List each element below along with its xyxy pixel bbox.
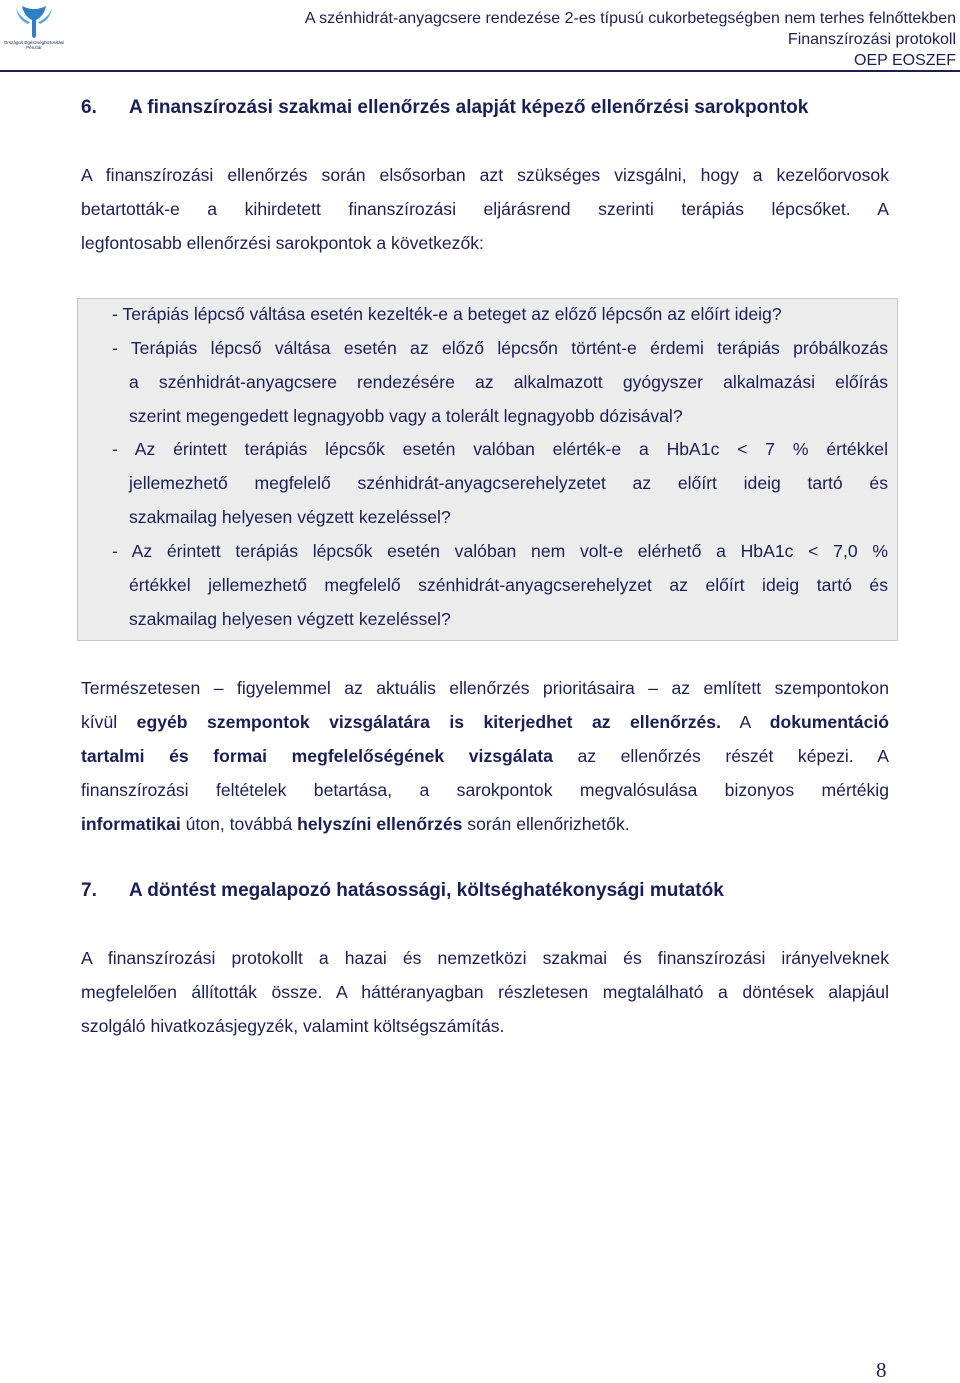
section-6-number: 6. xyxy=(81,97,97,118)
section-6-intro-line-1: A finanszírozási ellenőrzés során elsősorban azt szükséges vizsgálni, hogy a kezelőorvosok xyxy=(81,165,889,185)
section-6-para-2-line-3 xyxy=(81,740,889,774)
checkpoint-4-line-3: szakmailag helyesen végzett kezeléssel? xyxy=(129,608,451,629)
section-6-intro-line-3: legfontosabb ellenőrzési sarokpontok a következők: xyxy=(81,233,484,253)
text-run: kívül xyxy=(81,712,137,732)
section-7-line-3: szolgáló hivatkozásjegyzék, valamint költségszámítás. xyxy=(81,1016,505,1036)
section-6-intro-line-2: betartották-e a kihirdetett finanszírozási eljárásrend szerinti terápiás lépcsőket. A xyxy=(81,199,889,219)
text-run: során ellenőrizhetők. xyxy=(462,814,630,834)
checkpoint-item-3 xyxy=(112,433,888,534)
oep-logo-icon xyxy=(2,2,66,62)
bold-run: informatikai xyxy=(81,814,181,834)
section-6-para-2-line-1: Természetesen – figyelemmel az aktuális ellenőrzés prioritásaira – az említett szempontokon xyxy=(81,678,889,698)
running-header xyxy=(305,8,956,71)
checkpoint-2-line-2: a szénhidrát-anyagcsere rendezésére az alkalmazott gyógyszer alkalmazási előírás xyxy=(129,371,888,392)
header-organization: OEP EOSZEF xyxy=(854,52,956,69)
header-protocol-label: Finanszírozási protokoll xyxy=(787,31,956,48)
page-header xyxy=(0,0,960,72)
bold-run: helyszíni ellenőrzés xyxy=(297,814,463,834)
checkpoint-item-4 xyxy=(112,535,888,636)
text-run: úton, továbbá xyxy=(180,814,298,834)
section-7-title: A döntést megalapozó hatásossági, költséghatékonysági mutatók xyxy=(129,880,724,901)
checkpoint-item-2 xyxy=(112,332,888,433)
section-6-para-2-line-2 xyxy=(81,706,889,740)
page-number: 8 xyxy=(876,1358,887,1382)
logo-text: Országos Egészségbiztosítási Pénztár xyxy=(3,40,65,50)
bold-run: egyéb szempontok vizsgálatára is kiterjedhet az ellenőrzés. xyxy=(136,712,721,732)
checkpoint-4-line-2: értékkel jellemezhető megfelelő szénhidrát-anyagcserehelyzet az előírt ideig tartó és xyxy=(129,574,888,595)
header-document-title: A szénhidrát-anyagcsere rendezése 2-es típusú cukorbetegségben nem terhes felnőttekben xyxy=(304,10,956,27)
header-divider xyxy=(0,70,960,72)
bold-run: dokumentáció xyxy=(769,712,889,732)
text-run: A xyxy=(720,712,770,732)
section-7-heading xyxy=(81,880,724,902)
checkpoint-3-line-3: szakmailag helyesen végzett kezeléssel? xyxy=(129,506,451,527)
checkpoint-2-line-1: - Terápiás lépcső váltása esetén az előző lépcsőn történt-e érdemi terápiás próbálkozás xyxy=(112,338,888,358)
section-6-para-2-line-5 xyxy=(81,808,889,842)
section-7-line-2: megfelelően állították össze. A háttéranyagban részletesen megtalálható a döntések alapjául xyxy=(81,982,889,1002)
section-7-line-1: A finanszírozási protokollt a hazai és nemzetközi szakmai és finanszírozási irányelveknek xyxy=(81,948,889,968)
checkpoint-3-line-2: jellemezhető megfelelő szénhidrát-anyagcserehelyzetet az előírt ideig tartó és xyxy=(129,472,888,493)
text-run: az ellenőrzés részét képezi. A xyxy=(552,746,890,766)
section-6-para-2-line-4: finanszírozási feltételek betartása, a sarokpontok megvalósulása bizonyos mértékig xyxy=(81,780,889,800)
section-6-title: A finanszírozási szakmai ellenőrzés alapját képező ellenőrzési sarokpontok xyxy=(129,97,809,118)
checkpoint-3-line-1: - Az érintett terápiás lépcsők esetén valóban elérték-e a HbA1c < 7 % értékkel xyxy=(112,439,888,459)
section-6-heading xyxy=(81,97,808,119)
checkpoint-item-1 xyxy=(112,298,888,332)
checkpoint-2-line-3: szerint megengedett legnagyobb vagy a tolerált legnagyobb dózisával? xyxy=(129,405,683,426)
section-7-number: 7. xyxy=(81,880,97,901)
checkpoint-4-line-1: - Az érintett terápiás lépcsők esetén valóban nem volt-e elérhető a HbA1c < 7,0 % xyxy=(112,541,888,561)
bold-run: tartalmi és formai megfelelőségének vizsgálata xyxy=(81,746,553,766)
checkpoint-1-line-1: - Terápiás lépcső váltása esetén kezelték-e a beteget az előző lépcsőn az előírt ideig? xyxy=(112,304,782,324)
